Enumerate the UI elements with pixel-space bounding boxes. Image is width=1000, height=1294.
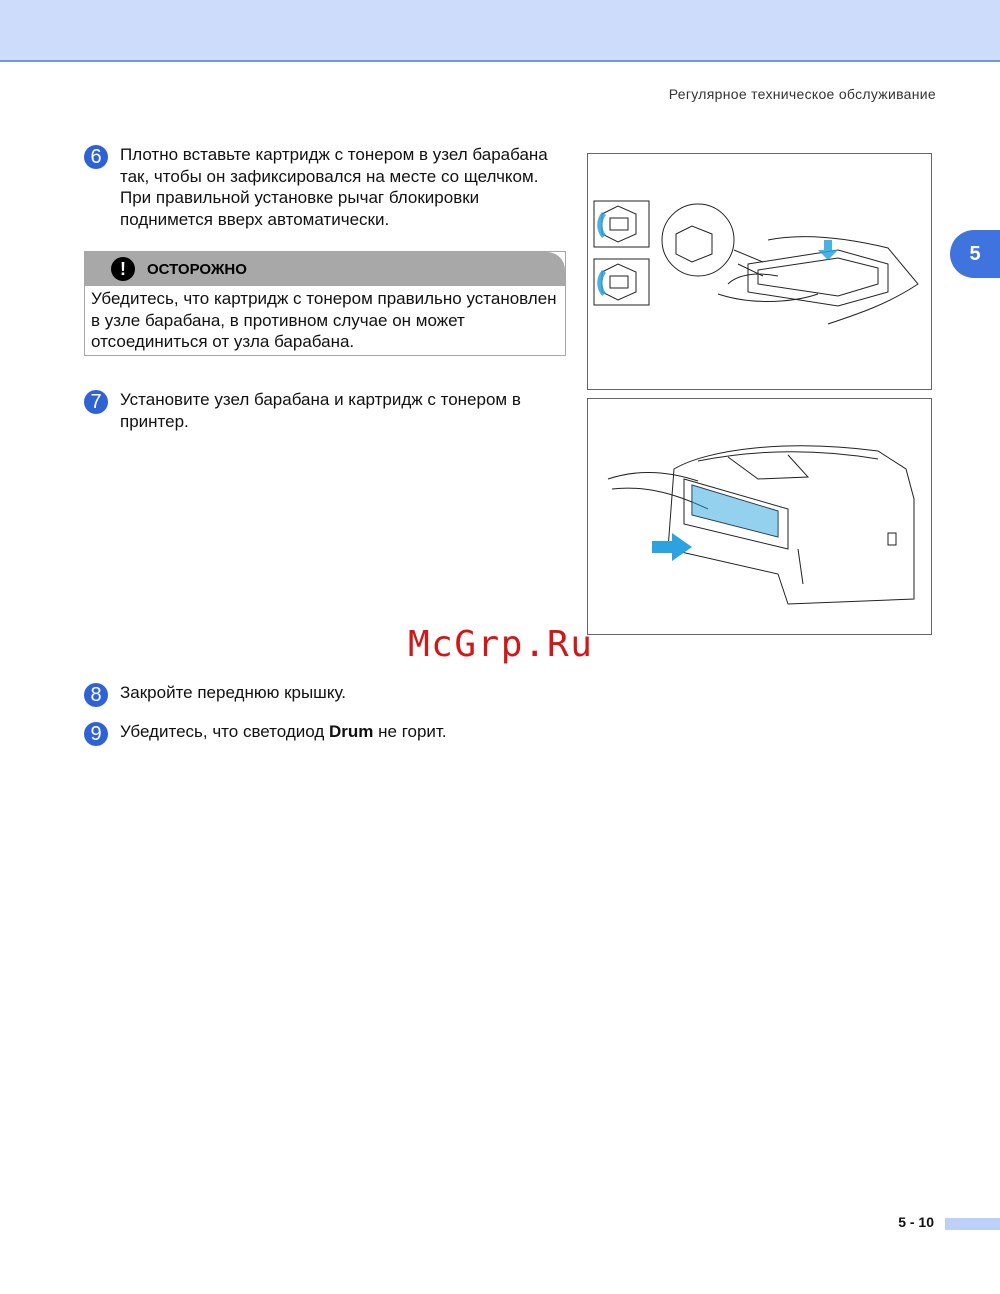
step-text: Закройте переднюю крышку. <box>120 683 346 702</box>
step-number-badge: 6 <box>84 145 108 169</box>
illustration-drum-into-printer <box>587 398 932 635</box>
toner-drum-drawing <box>588 154 931 389</box>
toner-cartridge <box>758 258 878 296</box>
exclamation-icon: ! <box>111 257 135 281</box>
chapter-number: 5 <box>969 242 981 265</box>
step-text: Плотно вставьте картридж с тонером в узел барабана так, чтобы он зафиксировался на месте со щелчком. При правильной установке рычаг блокировки поднимется вверх автоматически. <box>120 145 548 229</box>
caution-box <box>84 251 566 356</box>
drum-unit <box>748 250 888 306</box>
step-number-badge: 7 <box>84 390 108 414</box>
caution-text: Убедитесь, что картридж с тонером правильно установлен в узле барабана, в противном случае он может отсоединиться от узла барабана. <box>91 289 557 351</box>
push-arrow-icon <box>652 533 692 561</box>
page-number: 5 - 10 <box>898 1214 934 1230</box>
step-7 <box>84 389 566 432</box>
watermark: McGrp.Ru <box>408 624 594 665</box>
step-text <box>120 721 566 743</box>
printer-drawing <box>588 399 931 634</box>
step-8 <box>84 682 566 704</box>
step-text: Установите узел барабана и картридж с тонером в принтер. <box>120 390 521 431</box>
illustration-toner-into-drum <box>587 153 932 390</box>
printer-body <box>668 446 914 604</box>
step-number-badge: 9 <box>84 722 108 746</box>
chapter-tab[interactable] <box>950 230 1000 278</box>
drum-led-label: Drum <box>329 722 374 741</box>
page-bar <box>945 1218 1000 1230</box>
step-6 <box>84 144 566 230</box>
page-header-title: Регулярное техническое обслуживание <box>668 86 936 102</box>
step-number-badge: 8 <box>84 683 108 707</box>
down-arrow-icon <box>818 240 838 260</box>
caution-title: ОСТОРОЖНО <box>147 260 247 278</box>
caution-header <box>85 252 565 286</box>
step-text-part: не горит. <box>373 722 447 741</box>
zoom-circle <box>662 204 734 276</box>
power-switch-icon <box>888 533 896 545</box>
step-9 <box>84 721 566 743</box>
top-band <box>0 0 1000 62</box>
rotate-arrow-icon <box>597 212 606 238</box>
step-text-part: Убедитесь, что светодиод <box>120 722 329 741</box>
